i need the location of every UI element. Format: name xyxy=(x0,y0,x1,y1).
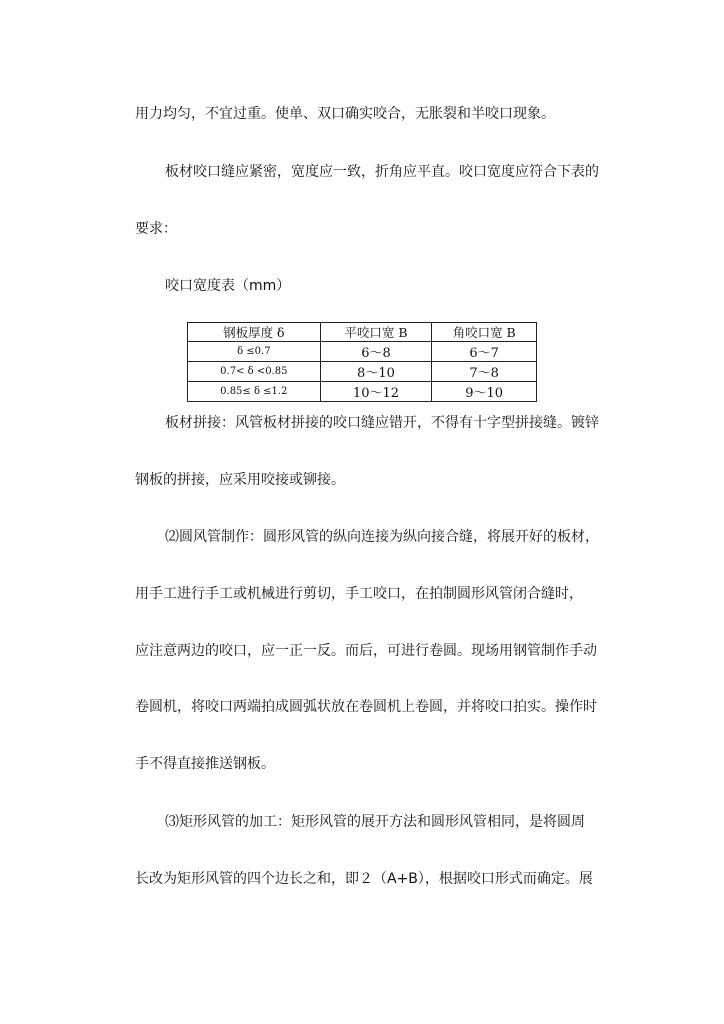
paragraph-line-11: ⑶矩形风管的加工：矩形风管的展开方法和圆形风管相同，是将圆周 xyxy=(165,814,585,830)
table-cell: 0.85≤ δ ≤1.2 xyxy=(188,382,321,402)
seam-width-table xyxy=(187,322,537,402)
paragraph-line-10: 手不得直接推送钢板。 xyxy=(135,756,275,772)
paragraph-line-4: 板材拼接：风管板材拼接的咬口缝应错开，不得有十字型拼接缝。镀锌 xyxy=(165,415,599,431)
table-cell: δ ≤0.7 xyxy=(188,342,321,362)
table-cell: 0.7< δ <0.85 xyxy=(188,362,321,382)
table-cell: 6～8 xyxy=(320,342,432,362)
table-cell: 8～10 xyxy=(320,362,432,382)
paragraph-line-7: 用手工进行手工或机械进行剪切，手工咬口，在拍制圆形风管闭合缝时， xyxy=(135,586,583,602)
header-corner-seam-width: 角咬口宽 B xyxy=(432,323,537,342)
table-row xyxy=(188,342,537,362)
paragraph-line-8: 应注意两边的咬口，应一正一反。而后，可进行卷圆。现场用钢管制作手动 xyxy=(135,643,597,659)
paragraph-line-2: 板材咬口缝应紧密，宽度应一致，折角应平直。咬口宽度应符合下表的 xyxy=(165,164,599,180)
paragraph-line-6: ⑵圆风管制作：圆形风管的纵向连接为纵向接合缝，将展开好的板材， xyxy=(165,529,599,545)
table-row xyxy=(188,362,537,382)
table-cell: 10～12 xyxy=(320,382,432,402)
header-plate-thickness: 钢板厚度 δ xyxy=(188,323,321,342)
table-caption: 咬口宽度表（mm） xyxy=(165,278,291,294)
table-header-row xyxy=(188,323,537,342)
table-cell: 9～10 xyxy=(432,382,537,402)
paragraph-line-5: 钢板的拼接，应采用咬接或铆接。 xyxy=(135,472,345,488)
header-flat-seam-width: 平咬口宽 B xyxy=(320,323,432,342)
paragraph-line-1: 用力均匀，不宜过重。使单、双口确实咬合，无胀裂和半咬口现象。 xyxy=(135,106,555,122)
table-cell: 7～8 xyxy=(432,362,537,382)
paragraph-line-3: 要求： xyxy=(135,221,177,237)
table-cell: 6～7 xyxy=(432,342,537,362)
paragraph-line-9: 卷圆机，将咬口两端拍成圆弧状放在卷圆机上卷圆，并将咬口拍实。操作时 xyxy=(135,699,597,715)
table-row xyxy=(188,382,537,402)
paragraph-line-12: 长改为矩形风管的四个边长之和，即２（A+B），根据咬口形式而确定。展 xyxy=(135,871,593,887)
